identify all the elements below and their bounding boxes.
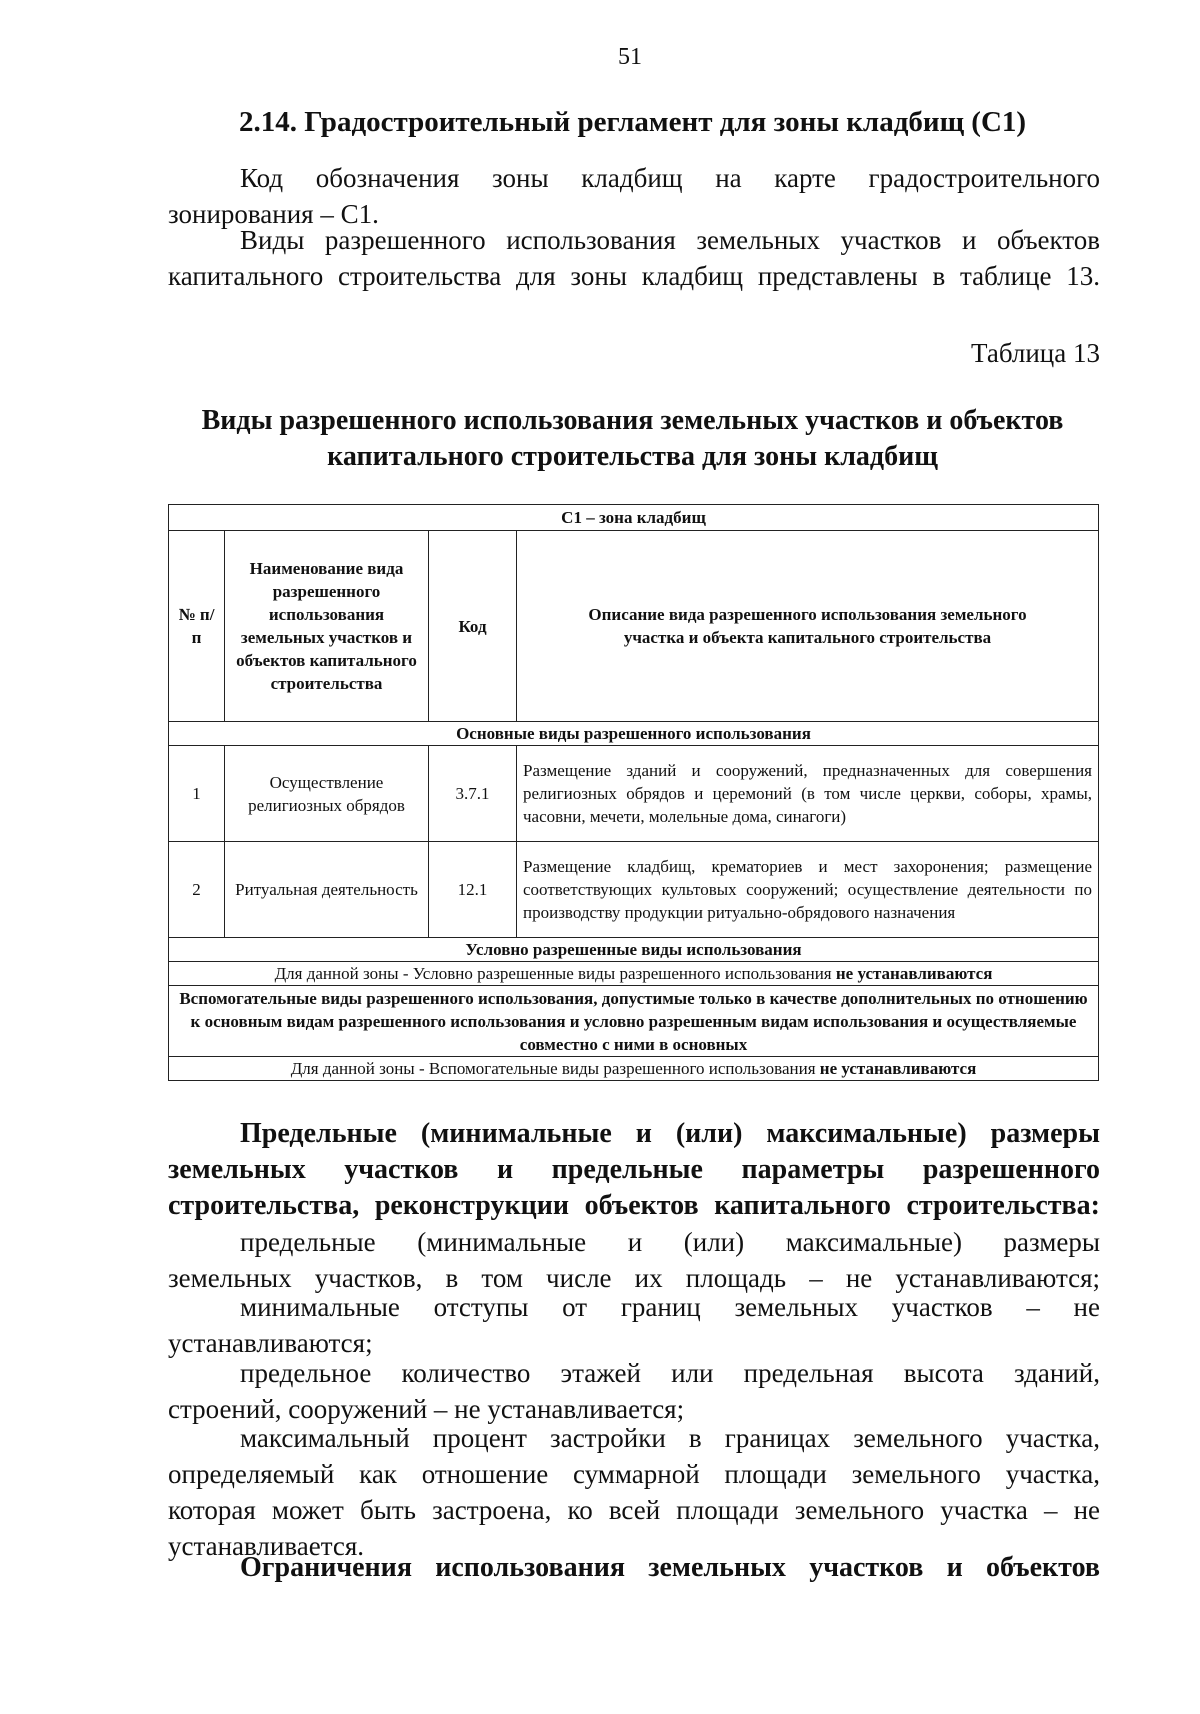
auxiliary-types-header: Вспомогательные виды разрешенного использования, допустимые только в качестве дополнительных по отношению к основным видам разрешенного использования и условно разрешенным видам использования и осуществляемые совместно с ними в основных bbox=[169, 986, 1099, 1057]
section-title: 2.14. Градостроительный регламент для зоны кладбищ (С1) bbox=[238, 106, 1027, 138]
table-title-line: Виды разрешенного использования земельных участков и объектов bbox=[201, 405, 1064, 436]
table-title bbox=[160, 403, 1105, 475]
limit-line: определяемый как отношение суммарной площади земельного участка, bbox=[168, 1459, 1100, 1489]
limit-line: которая может быть застроена, ко всей площади земельного участка – не bbox=[168, 1495, 1100, 1525]
column-header-number: № п/п bbox=[169, 531, 225, 722]
intro-line: Код обозначения зоны кладбищ на карте градостроительного bbox=[240, 163, 1100, 193]
column-header-code: Код bbox=[429, 531, 517, 722]
column-header-description: Описание вида разрешенного использования земельного участка и объекта капитального строительства bbox=[517, 531, 1099, 722]
limits-heading-line: строительства, реконструкции объектов капитального строительства: bbox=[168, 1190, 1100, 1221]
limit-item-2 bbox=[168, 1289, 1100, 1361]
restrictions-heading-line: Ограничения использования земельных участков и объектов bbox=[240, 1552, 1100, 1583]
limit-line: предельные (минимальные и (или) максимальные) размеры bbox=[240, 1227, 1100, 1257]
row-code: 3.7.1 bbox=[429, 746, 517, 842]
permitted-use-table bbox=[168, 504, 1099, 1081]
limit-line: устанавливаются; bbox=[168, 1328, 373, 1358]
column-header-name: Наименование вида разрешенного использования земельных участков и объектов капитального строительства bbox=[225, 531, 429, 722]
limit-line: предельное количество этажей или предельная высота зданий, bbox=[240, 1358, 1100, 1388]
row-name: Ритуальная деятельность bbox=[225, 842, 429, 938]
row-name: Осуществление религиозных обрядов bbox=[225, 746, 429, 842]
intro-paragraph-2 bbox=[168, 222, 1100, 294]
limit-line: земельных участков, в том числе их площадь – не устанавливаются; bbox=[168, 1263, 1100, 1293]
limits-heading-line: земельных участков и предельные параметры разрешенного bbox=[168, 1154, 1100, 1185]
row-number: 2 bbox=[169, 842, 225, 938]
intro-line: зонирования – С1. bbox=[168, 199, 379, 229]
intro-line: капитального строительства для зоны кладбищ представлены в таблице 13. bbox=[168, 261, 1100, 291]
row-description: Размещение кладбищ, крематориев и мест захоронения; размещение соответствующих культовых сооружений; осуществление деятельности по производству продукции ритуально-обрядового назначения bbox=[517, 842, 1099, 938]
table-title-line: капитального строительства для зоны кладбищ bbox=[327, 441, 938, 472]
row-description: Размещение зданий и сооружений, предназначенных для совершения религиозных обрядов и церемоний (в том числе церкви, соборы, храмы, часовни, мечети, молельные дома, синагоги) bbox=[517, 746, 1099, 842]
conditional-types-note: Для данной зоны - Условно разрешенные виды разрешенного использования не устанавливаются bbox=[169, 962, 1099, 986]
restrictions-heading bbox=[168, 1550, 1100, 1586]
auxiliary-types-note: Для данной зоны - Вспомогательные виды разрешенного использования не устанавливаются bbox=[169, 1057, 1099, 1081]
limit-item-3 bbox=[168, 1355, 1100, 1427]
conditional-types-header: Условно разрешенные виды использования bbox=[169, 938, 1099, 962]
page-number: 51 bbox=[618, 44, 642, 70]
intro-line: Виды разрешенного использования земельных участков и объектов bbox=[240, 225, 1100, 255]
limit-line: строений, сооружений – не устанавливается; bbox=[168, 1394, 685, 1424]
limit-item-4 bbox=[168, 1420, 1100, 1564]
main-types-header: Основные виды разрешенного использования bbox=[169, 722, 1099, 746]
zone-header: С1 – зона кладбищ bbox=[169, 505, 1099, 531]
limit-line: максимальный процент застройки в границах земельного участка, bbox=[240, 1423, 1100, 1453]
limit-item-1 bbox=[168, 1224, 1100, 1296]
limit-line: минимальные отступы от границ земельных участков – не bbox=[240, 1292, 1100, 1322]
row-number: 1 bbox=[169, 746, 225, 842]
limit-line: устанавливается. bbox=[168, 1531, 364, 1561]
limits-heading bbox=[168, 1116, 1100, 1224]
row-code: 12.1 bbox=[429, 842, 517, 938]
table-label: Таблица 13 bbox=[971, 338, 1100, 368]
limits-heading-line: Предельные (минимальные и (или) максимальные) размеры bbox=[240, 1118, 1100, 1149]
